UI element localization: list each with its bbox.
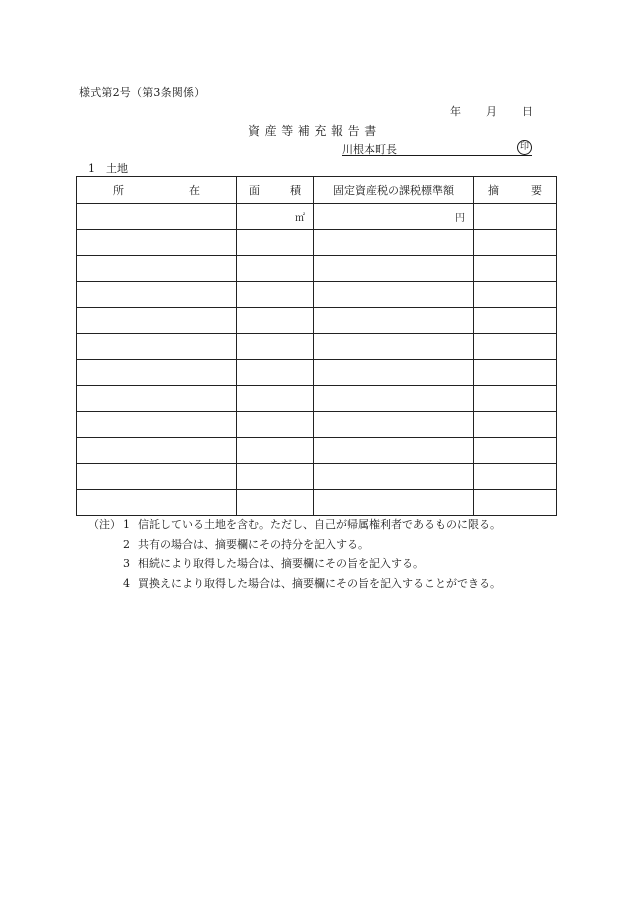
- remarks-cell[interactable]: [474, 282, 557, 308]
- remarks-cell[interactable]: [474, 386, 557, 412]
- notes-lead: （注）: [88, 518, 121, 531]
- remarks-cell[interactable]: [474, 438, 557, 464]
- addressee-name: 川根本町長: [342, 143, 397, 156]
- value-cell[interactable]: [314, 230, 474, 256]
- form-number: 様式第2号（第3条関係）: [79, 86, 206, 99]
- date-month-label: 月: [486, 105, 497, 118]
- header-area: 面 積: [237, 177, 314, 204]
- note-number: 4: [123, 576, 130, 590]
- table-row: [77, 230, 557, 256]
- area-unit-cell[interactable]: ㎡: [237, 204, 314, 230]
- date-day-label: 日: [522, 105, 533, 118]
- remarks-cell[interactable]: [474, 464, 557, 490]
- value-cell[interactable]: [314, 464, 474, 490]
- note-text: 信託している土地を含む。ただし、自己が帰属権利者であるものに限る。: [138, 518, 501, 531]
- area-cell[interactable]: [237, 360, 314, 386]
- location-cell[interactable]: [77, 334, 237, 360]
- note-item: [88, 515, 501, 535]
- value-cell[interactable]: [314, 360, 474, 386]
- remarks-cell[interactable]: [474, 230, 557, 256]
- value-cell[interactable]: [314, 412, 474, 438]
- header-location: 所 在: [77, 177, 237, 204]
- note-number: 2: [123, 537, 130, 551]
- area-cell[interactable]: [237, 230, 314, 256]
- area-cell[interactable]: [237, 464, 314, 490]
- table-row: [77, 412, 557, 438]
- value-cell[interactable]: [314, 256, 474, 282]
- value-unit-cell[interactable]: 円: [314, 204, 474, 230]
- location-cell[interactable]: [77, 282, 237, 308]
- table-row: [77, 386, 557, 412]
- value-cell[interactable]: [314, 282, 474, 308]
- location-cell[interactable]: [77, 464, 237, 490]
- document-title: 資産等補充報告書: [248, 124, 381, 138]
- table-row: [77, 334, 557, 360]
- area-cell[interactable]: [237, 412, 314, 438]
- value-cell[interactable]: [314, 490, 474, 516]
- note-number: 3: [123, 557, 130, 570]
- remarks-cell[interactable]: [474, 360, 557, 386]
- value-cell[interactable]: [314, 334, 474, 360]
- table-row: [77, 256, 557, 282]
- remarks-cell[interactable]: [474, 412, 557, 438]
- area-cell[interactable]: [237, 438, 314, 464]
- location-cell[interactable]: [77, 256, 237, 282]
- location-cell[interactable]: [77, 308, 237, 334]
- date-year-label: 年: [450, 105, 461, 118]
- location-cell[interactable]: [77, 360, 237, 386]
- area-cell[interactable]: [237, 386, 314, 412]
- header-tax-value: 固定資産税の課税標準額: [314, 177, 474, 204]
- note-text: 相続により取得した場合は、摘要欄にその旨を記入する。: [138, 557, 424, 570]
- table-row: [77, 464, 557, 490]
- location-cell[interactable]: [77, 412, 237, 438]
- note-item: [88, 535, 501, 555]
- area-cell[interactable]: [237, 282, 314, 308]
- section-label: 1 土地: [88, 162, 128, 175]
- note-number: 1: [123, 518, 130, 531]
- area-cell[interactable]: [237, 256, 314, 282]
- value-cell[interactable]: [314, 438, 474, 464]
- location-cell[interactable]: [77, 230, 237, 256]
- notes: [88, 515, 501, 593]
- table-row: [77, 308, 557, 334]
- area-cell[interactable]: [237, 490, 314, 516]
- remarks-cell[interactable]: [474, 334, 557, 360]
- table-row: [77, 438, 557, 464]
- table-row: [77, 282, 557, 308]
- location-cell[interactable]: [77, 386, 237, 412]
- table-row: [77, 360, 557, 386]
- table-row: [77, 490, 557, 516]
- remarks-cell[interactable]: [474, 256, 557, 282]
- location-cell[interactable]: [77, 438, 237, 464]
- location-cell[interactable]: [77, 204, 237, 230]
- area-cell[interactable]: [237, 308, 314, 334]
- area-cell[interactable]: [237, 334, 314, 360]
- location-cell[interactable]: [77, 490, 237, 516]
- seal-mark: 印: [517, 140, 532, 155]
- note-item: [88, 554, 501, 574]
- remarks-cell[interactable]: [474, 204, 557, 230]
- land-table: [76, 176, 557, 516]
- remarks-cell[interactable]: [474, 490, 557, 516]
- note-item: [88, 574, 501, 594]
- remarks-cell[interactable]: [474, 308, 557, 334]
- note-text: 共有の場合は、摘要欄にその持分を記入する。: [138, 537, 369, 551]
- addressee-line: [342, 141, 532, 156]
- value-cell[interactable]: [314, 308, 474, 334]
- table-header-row: [77, 177, 557, 204]
- date-line: [450, 103, 533, 119]
- note-text: 買換えにより取得した場合は、摘要欄にその旨を記入することができる。: [138, 576, 501, 590]
- table-row: [77, 204, 557, 230]
- value-cell[interactable]: [314, 386, 474, 412]
- header-remarks: 摘 要: [474, 177, 557, 204]
